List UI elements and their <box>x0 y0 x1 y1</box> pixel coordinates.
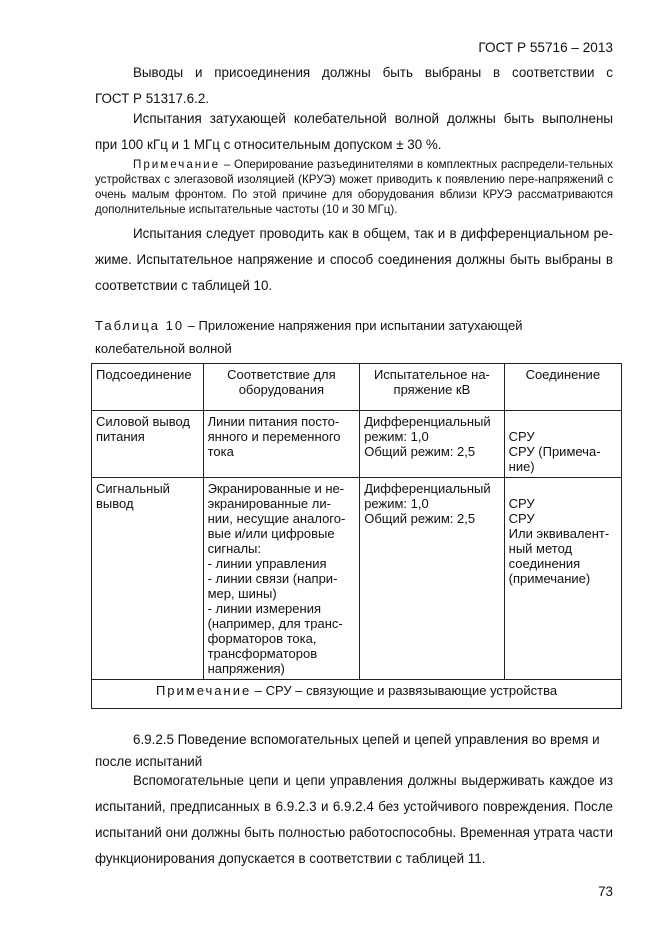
note-paragraph <box>95 157 613 217</box>
cell-line <box>509 414 617 429</box>
table-cell <box>504 478 621 680</box>
paragraph-2-line-1: Испытания затухающей колебательной волной должны быть выполнены <box>133 111 613 126</box>
cell-line: Или эквивалент-ный метод соединения (примечание) <box>508 526 610 586</box>
note-text: – Оперирование разъединителями в комплектных распредели-тельных устройствах с элегазовой изоляцией (КРУЭ) может приводить к появлению пере-напряжений с очень малым фронтом. По этой причине для оборудования вблизи КРУЭ рассматриваются дополнительные испытательные частоты (10 и 30 МГц). <box>95 158 613 216</box>
document-code: ГОСТ Р 55716 – 2013 <box>478 40 613 55</box>
cell-line: Дифференциальный <box>364 414 491 429</box>
cell-line: СРУ <box>508 511 535 526</box>
cell-line: режим: 1,0 <box>364 496 429 511</box>
table-row <box>92 411 622 478</box>
section-heading-line-2: после испытаний <box>95 754 203 769</box>
table-note-label: Примечание <box>155 683 252 698</box>
section-heading-line-1: 6.9.2.5 Поведение вспомогательных цепей и цепей управления во время и <box>133 732 600 747</box>
cell-line: - линии измерения (например, для транс-форматоров тока, трансформаторов напряжения) <box>207 601 343 676</box>
paragraph-1-line-1: Выводы и присоединения должны быть выбраны в соответствии с <box>133 65 613 80</box>
cell-line <box>509 481 617 496</box>
header-coupling: Соединение <box>504 364 621 411</box>
table-cell: Силовой вывод питания <box>92 411 204 478</box>
table-cell: Сигнальный вывод <box>92 478 204 680</box>
cell-line: Общий режим: 2,5 <box>364 444 476 459</box>
cell-line: режим: 1,0 <box>364 429 429 444</box>
table-caption-text: – Приложение напряжения при испытании затухающей <box>184 318 523 333</box>
table-header-row <box>92 364 622 411</box>
table-cell <box>203 478 360 680</box>
page-number: 73 <box>598 884 613 899</box>
paragraph-2-line-2: при 100 кГц и 1 МГц с относительным допуском ± 30 %. <box>95 137 442 152</box>
table-note-row <box>92 680 622 709</box>
table-cell <box>360 478 504 680</box>
cell-line: СРУ <box>508 496 535 511</box>
cell-line: СРУ <box>508 429 535 444</box>
cell-line: - линии связи (напри-мер, шины) <box>207 571 338 601</box>
paragraph-3: Испытания следует проводить как в общем, так и в дифференциальном ре-жиме. Испытательное напряжение и способ соединения должны быть выбраны в соответствии с таблицей 10. <box>95 226 613 293</box>
header-connection: Подсоединение <box>92 364 204 411</box>
header-equipment: Соответствие для оборудования <box>203 364 360 411</box>
table-cell <box>360 411 504 478</box>
table-cell: Линии питания посто-янного и переменного тока <box>203 411 360 478</box>
table-caption-label: Таблица 10 <box>95 318 185 333</box>
voltage-application-table <box>91 363 622 709</box>
cell-line: - линии управления <box>207 556 327 571</box>
cell-line: Дифференциальный <box>364 481 491 496</box>
paragraph-1-line-2: ГОСТ Р 51317.6.2. <box>95 91 209 106</box>
table-caption <box>95 314 522 338</box>
table-caption-line-2: колебательной волной <box>95 341 232 356</box>
cell-line: Общий режим: 2,5 <box>364 511 476 526</box>
cell-line: Экранированные и не-экранированные ли-нии, несущие аналого-вые и/или цифровые сигналы: <box>207 481 346 556</box>
cell-line: СРУ (Примеча-ние) <box>508 444 601 474</box>
table-note-text: – СРУ – связующие и развязывающие устройства <box>251 683 558 698</box>
table-note-cell <box>92 680 622 709</box>
table-row <box>92 478 622 680</box>
section-body: Вспомогательные цепи и цепи управления должны выдерживать каждое из испытаний, предписанных в 6.9.2.3 и 6.9.2.4 без устойчивого повреждения. После испытаний они должны быть полностью работоспособны. Временная утрата части функционирования допускается в соответствии с таблицей 11. <box>95 773 613 866</box>
header-test-voltage: Испытательное на-пряжение кВ <box>360 364 504 411</box>
table-cell <box>504 411 621 478</box>
note-label: Примечание <box>133 158 221 171</box>
